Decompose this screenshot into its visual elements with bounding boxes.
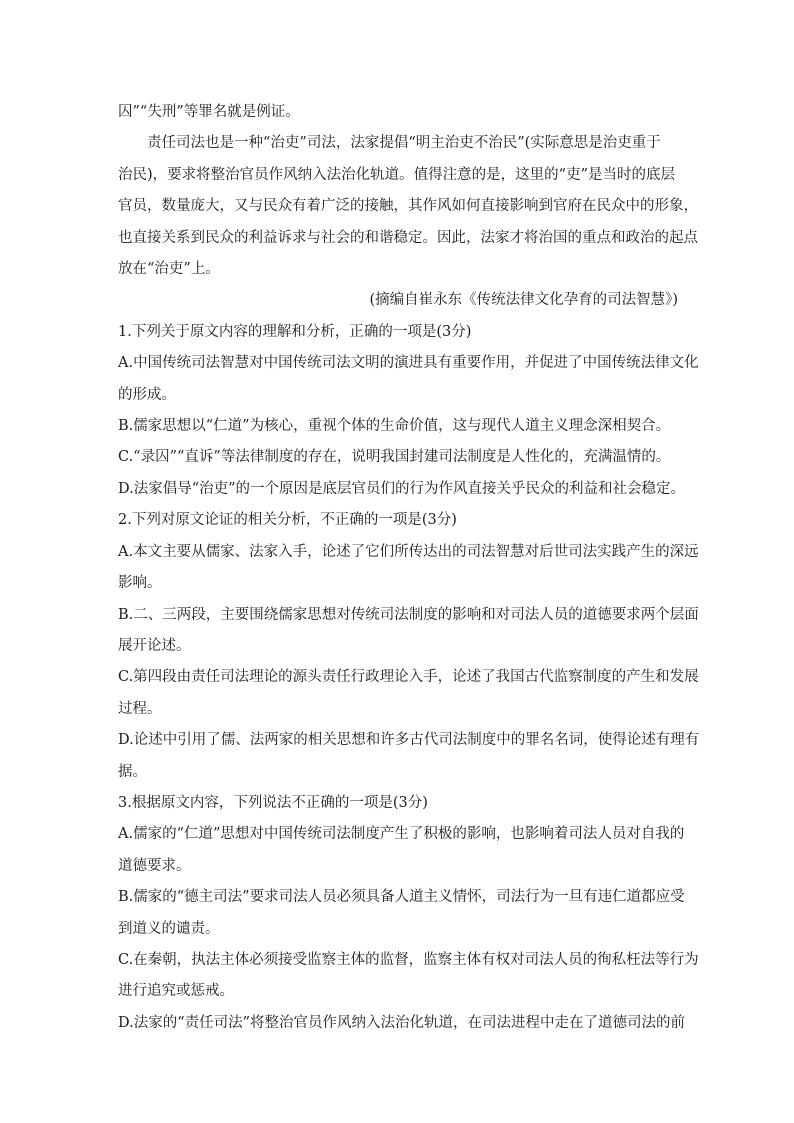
question-1-option-a-cont: 的形成。 [118, 386, 176, 403]
text-line: 放在“治吏”上。 [118, 261, 220, 278]
source-citation: (摘编自崔永东《传统法律文化孕育的司法智慧》) [369, 292, 678, 309]
question-1-option-c: C.“录囚”“直诉”等法律制度的存在，说明我国封建司法制度是人性化的，充满温情的。 [118, 449, 671, 466]
question-3-option-b-cont: 到道义的谴责。 [118, 920, 220, 937]
question-2-option-b: B.二、三两段，主要围绕儒家思想对传统司法制度的影响和对司法人员的道德要求两个层面 [118, 606, 699, 623]
text-line: 官员，数量庞大，又与民众有着广泛的接触，其作风如何直接影响到官府在民众中的形象， [118, 198, 698, 215]
question-2-option-c-cont: 过程。 [118, 700, 162, 717]
question-2-option-a-cont: 影响。 [118, 575, 162, 592]
question-3-option-a: A.儒家的“仁道”思想对中国传统司法制度产生了积极的影响，也影响着司法人员对自我的 [118, 826, 685, 843]
question-3-option-c-cont: 进行追究或惩戒。 [118, 983, 234, 1000]
text-line: 也直接关系到民众的利益诉求与社会的和谐稳定。因此，法家才将治国的重点和政治的起点 [118, 229, 698, 246]
question-1-option-a: A.中国传统司法智慧对中国传统司法文明的演进具有重要作用，并促进了中国传统法律文化 [118, 355, 699, 372]
question-2-option-c: C.第四段由责任司法理论的源头责任行政理论入手，论述了我国古代监察制度的产生和发展 [118, 669, 699, 686]
text-line: 治民)，要求将整治官员作风纳入法治化轨道。值得注意的是，这里的“吏”是当时的底层 [118, 166, 675, 183]
question-3-option-a-cont: 道德要求。 [118, 857, 191, 874]
question-2-option-a: A.本文主要从儒家、法家入手，论述了它们所传达出的司法智慧对后世司法实践产生的深远 [118, 543, 699, 560]
question-3-option-d: D.法家的“责任司法”将整治官员作风纳入法治化轨道，在司法进程中走在了道德司法的前 [118, 1014, 686, 1031]
document-page [118, 97, 700, 1039]
question-3-option-b: B.儒家的“德主司法”要求司法人员必须具备人道主义情怀，司法行为一旦有违仁道都应受 [118, 889, 685, 906]
question-1-option-d: D.法家倡导“治吏”的一个原因是底层官员们的行为作风直接关乎民众的利益和社会稳定。 [118, 480, 686, 497]
question-2-option-d-cont: 据。 [118, 763, 147, 780]
question-2-option-b-cont: 展开论述。 [118, 637, 191, 654]
question-3-option-c: C.在秦朝，执法主体必须接受监察主体的监督，监察主体有权对司法人员的徇私枉法等行为 [118, 951, 699, 968]
question-3-stem: 3.根据原文内容，下列说法不正确的一项是(3分) [118, 794, 428, 811]
question-1-option-b: B.儒家思想以“仁道”为核心，重视个体的生命价值，这与现代人道主义理念深相契合。 [118, 418, 671, 435]
question-2-stem: 2.下列对原文论证的相关分析，不正确的一项是(3分) [118, 512, 457, 529]
question-2-option-d: D.论述中引用了儒、法两家的相关思想和许多古代司法制度中的罪名名词，使得论述有理有 [118, 732, 700, 749]
question-1-stem: 1.下列关于原文内容的理解和分析，正确的一项是(3分) [118, 323, 472, 340]
paragraph-first-line: 责任司法也是一种“治吏”司法，法家提倡“明主治吏不治民”(实际意思是治吏重于 [147, 135, 661, 152]
text-line: 囚”“失刑”等罪名就是例证。 [118, 104, 300, 120]
